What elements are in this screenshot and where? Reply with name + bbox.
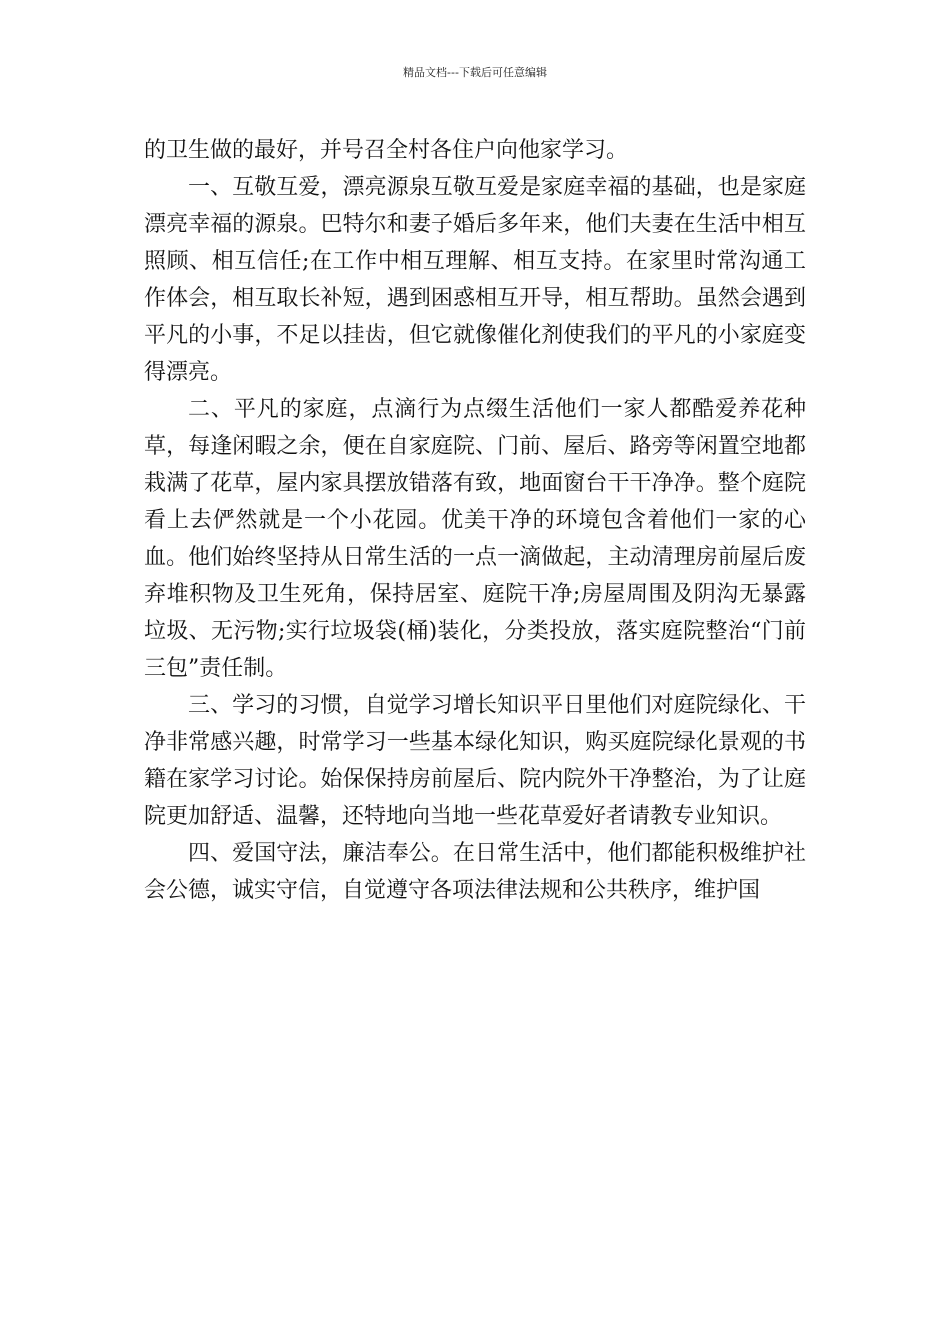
- page-header: 精品文档---下载后可任意编辑: [403, 66, 547, 79]
- paragraph-section-2: 二、平凡的家庭，点滴行为点缀生活他们一家人都酷爱养花种草，每逢闲暇之余，便在自家庭院、门前、屋后、路旁等闲置空地都栽满了花草，屋内家具摆放错落有致，地面窗台干干净净。整个庭院看上去俨然就是一个小花园。优美干净的环境包含着他们一家的心血。他们始终坚持从日常生活的一点一滴做起，主动清理房前屋后废弃堆积物及卫生死角，保持居室、庭院干净;房屋周围及阴沟无暴露垃圾、无污物;实行垃圾袋(桶)装化，分类投放，落实庭院整治“门前三包”责任制。: [144, 397, 806, 681]
- document-body: [144, 132, 806, 909]
- paragraph-section-1: 一、互敬互爱，漂亮源泉互敬互爱是家庭幸福的基础，也是家庭漂亮幸福的源泉。巴特尔和妻子婚后多年来，他们夫妻在生活中相互照顾、相互信任;在工作中相互理解、相互支持。在家里时常沟通工作体会，相互取长补短，遇到困惑相互开导，相互帮助。虽然会遇到平凡的小事，不足以挂齿，但它就像催化剂使我们的平凡的小家庭变得漂亮。: [144, 175, 806, 385]
- paragraph-continuation: 的卫生做的最好，并号召全村各住户向他家学习。: [144, 138, 629, 163]
- paragraph-section-3: 三、学习的习惯，自觉学习增长知识平日里他们对庭院绿化、干净非常感兴趣，时常学习一些基本绿化知识，购买庭院绿化景观的书籍在家学习讨论。始保保持房前屋后、院内院外干净整治，为了让庭院更加舒适、温馨，还特地向当地一些花草爱好者请教专业知识。: [144, 693, 806, 829]
- paragraph-section-4: 四、爱国守法，廉洁奉公。在日常生活中，他们都能积极维护社会公德，诚实守信，自觉遵守各项法律法规和公共秩序，维护国: [144, 841, 806, 903]
